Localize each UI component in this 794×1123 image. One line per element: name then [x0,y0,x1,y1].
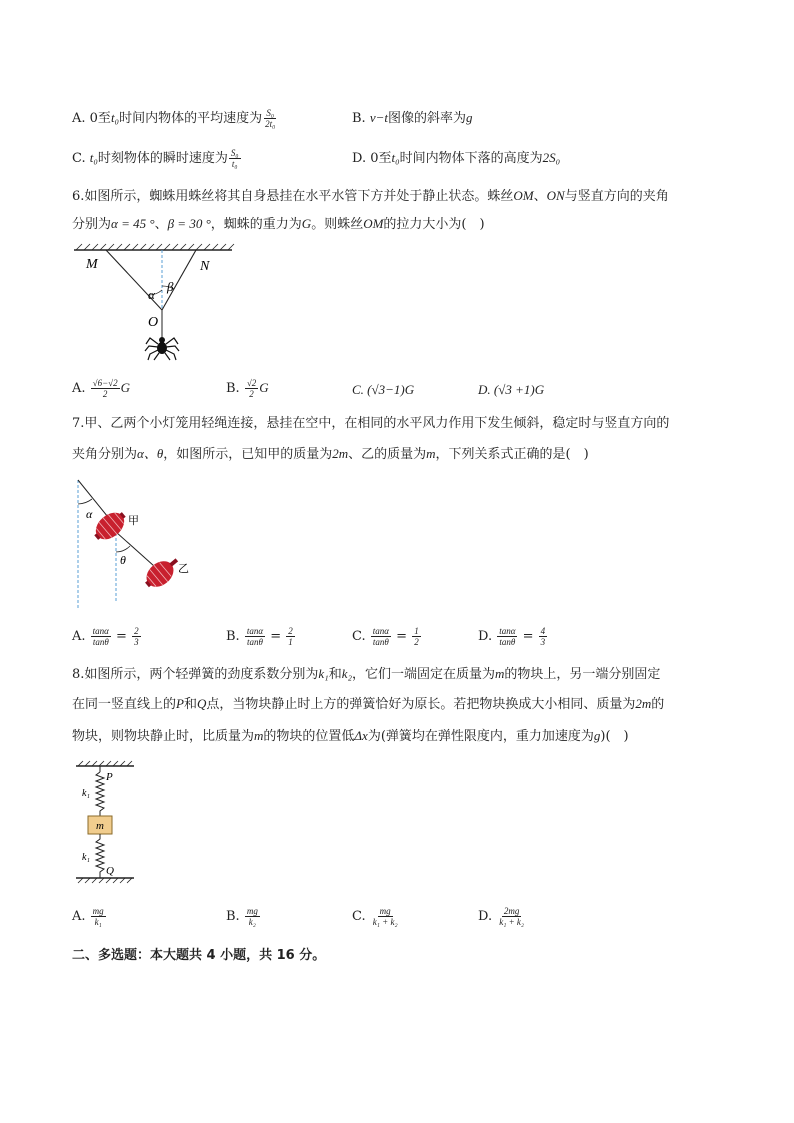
q6-option-a-numerator: √6−√2 [92,378,118,388]
q6-spider-figure [72,240,242,368]
q8-stem-text2: ，它们一端固定在质量为 [352,667,496,682]
q8-option-c-prefix: C. [352,909,366,924]
q6-stem-text3: 分别为 [72,217,112,232]
spider-icon [145,337,179,360]
q7-option-c [352,626,422,647]
q8-option-b-den: k₂ [248,917,256,927]
q8-label-k1-bottom: k₁ [82,852,90,863]
q7-stem-text4: ，下列关系式正确的是( ) [435,447,589,462]
q7-option-b-prefix: B. [226,629,240,644]
q6-pipe-hatch [76,244,234,250]
q7-option-d-lhs-num: tanα [499,626,516,636]
q8-stem-p: P [176,696,184,711]
q8-option-d-den: k₁ + k₂ [499,917,525,927]
q5-option-a-numerator: S₀ [266,108,274,118]
q8-option-d-num: 2mg [503,906,520,916]
q6-option-a-denominator: 2 [102,389,108,399]
q6-option-b-denominator: 2 [249,389,254,399]
q7-option-c-lhs [371,626,391,647]
q8-stem-text9: 为(弹簧均在弹性限度内，重力加速度为 [367,729,594,744]
q7-option-c-rhs [412,626,421,647]
q8-option-b-fraction [245,906,260,927]
q5-option-c-t: t₀ [89,150,98,165]
q8-stem-g: g [593,728,601,743]
q8-option-a-fraction [91,906,106,927]
q8-label-p: P [106,771,113,783]
q8-spring-figure [72,758,142,886]
q8-option-b [226,906,261,927]
q5-option-c [72,148,242,169]
q8-top-spring [96,772,104,816]
q6-stem-text4: ，蜘蛛的重力为 [210,217,302,232]
q7-stem-text2: ，如图所示，已知甲的质量为 [163,447,333,462]
q8-stem-q: Q [196,696,207,711]
q7-stem-text: 夹角分别为 [72,447,138,462]
q7-stem-line1: 7.甲、乙两个小灯笼用轻绳连接，悬挂在空中，在相同的水平风力作用下发生倾斜，稳定时与竖直方向的 [72,416,670,431]
q7-option-d-rhs [539,626,548,647]
q8-label-q: Q [106,865,114,877]
q7-option-d [478,626,548,647]
q7-option-c-equals: = [396,629,408,644]
q8-option-c-fraction [371,906,400,927]
q6-label-n: N [200,259,210,274]
q6-stem-on: ON [546,188,565,203]
q5-option-d [352,148,560,169]
q8-option-c-num: mg [379,906,391,916]
q7-option-d-lhs-den: tanθ [499,637,516,647]
q7-option-d-rhs-num: 4 [540,626,546,636]
q6-stem-g: G [301,216,312,231]
q8-stem-text10: )( ) [600,729,629,744]
q7-label-jia: 甲 [128,514,139,527]
q7-label-theta: θ [120,553,126,567]
q6-stem-om: OM [513,188,534,203]
q5-option-c-prefix: C. [72,151,90,166]
q7-stem-vars: α、θ [137,446,164,461]
q8-label-k1-top: k₁ [82,788,90,799]
q5-option-b-prefix: B. [352,111,370,126]
q7-option-a-lhs-num: tanα [92,626,109,636]
q7-option-a-lhs [91,626,111,647]
q8-stem-text4: 在同一竖直线上的 [72,697,177,712]
q8-stem-and2: 和 [183,697,197,712]
q8-option-a-num: mg [92,906,104,916]
q7-option-b-lhs-den: tanθ [246,637,263,647]
q8-stem-and: 和 [328,667,342,682]
q8-stem-text5: 点，当物块静止时上方的弹簧恰好为原长。若把物块换成大小相同、质量为 [206,697,636,712]
q6-option-a-g: G [120,380,130,395]
q6-stem-om2: OM [363,216,384,231]
q8-label-m: m [96,820,104,832]
q6-stem-text6: 的拉力大小为( ) [383,217,485,232]
q7-option-a [72,626,142,647]
q6-stem-text: 6.如图所示，蜘蛛用蛛丝将其自身悬挂在水平水管下方并处于静止状态。蛛丝 [72,189,514,204]
q6-option-a [72,378,130,399]
q8-stem-line3 [72,726,629,747]
q8-bottom-spring [96,834,104,878]
q7-option-a-equals: = [116,629,127,644]
q6-option-b [226,378,269,399]
q5-option-d-prefix: D. 0至 [352,151,392,166]
q7-option-b-rhs [286,626,295,647]
q8-option-b-prefix: B. [226,909,240,924]
q6-option-b-prefix: B. [226,381,244,396]
q8-stem-text3: 的物块上，另一端分别固定 [504,667,661,682]
q7-option-c-rhs-den: 2 [414,637,419,647]
q6-stem-text2: 与竖直方向的夹角 [564,189,669,204]
q7-option-a-lhs-den: tanθ [92,637,109,647]
q6-option-c [352,380,414,401]
q5-option-c-fraction [229,148,241,169]
q7-option-a-rhs-num: 2 [134,626,139,636]
q7-option-d-lhs [497,626,517,647]
q8-stem-text8: 的物块的位置低 [263,729,355,744]
q6-label-alpha: α [148,287,155,302]
q7-option-b [226,626,296,647]
q7-option-a-prefix: A. [72,629,86,644]
q8-option-b-num: mg [246,906,258,916]
q5-option-b [352,108,473,129]
q7-stem-m2: 2m [332,446,349,461]
q5-option-c-denominator: t₀ [231,159,238,169]
q8-stem-text: 8.如图所示，两个轻弹簧的劲度系数分别为 [72,667,319,682]
q8-option-c-den: k₁ + k₂ [372,917,398,927]
q5-option-a [72,108,278,129]
q7-stem-text3: 、乙的质量为 [348,447,427,462]
q8-option-d-prefix: D. [478,909,493,924]
q8-stem-line1 [72,664,660,685]
q7-option-b-rhs-den: 1 [288,637,293,647]
q7-option-a-rhs [132,626,141,647]
q5-option-d-value: 2S₀ [542,150,561,165]
q8-option-a-prefix: A. [72,909,86,924]
q5-option-a-denominator: 2t₀ [265,119,276,129]
q7-option-d-equals: = [522,629,534,644]
q7-label-yi: 乙 [178,562,189,575]
q6-option-b-numerator: √2 [246,378,257,388]
q6-stem-text5: 。则蛛丝 [311,217,364,232]
q6-option-a-prefix: A. [72,381,90,396]
q6-stem-line2 [72,214,485,235]
q7-option-b-rhs-num: 2 [288,626,293,636]
q7-option-c-prefix: C. [352,629,366,644]
q8-stem-m3: m [254,728,264,743]
q5-option-a-prefix: A. 0至 [72,111,111,126]
q5-option-b-text: 图像的斜率为 [387,111,466,126]
q6-option-a-fraction [91,378,120,399]
q7-option-b-lhs-num: tanα [246,626,264,636]
q6-label-beta: β [167,279,174,294]
q7-lantern-figure [72,478,202,610]
q5-option-a-fraction [263,108,277,129]
q8-stem-m: m [495,666,505,681]
q7-alpha-arc [78,499,92,504]
q7-option-c-lhs-num: tanα [372,626,389,636]
q5-option-d-t: t₀ [391,150,400,165]
q5-option-d-text: 时间内物体下落的高度为 [399,151,543,166]
q6-option-b-g: G [259,380,269,395]
q7-label-alpha: α [86,507,93,521]
q6-label-o: O [148,315,159,330]
q8-option-a-den: k₁ [94,917,102,927]
q8-stem-k1: k₁ [318,666,329,681]
q7-option-d-rhs-den: 3 [540,637,546,647]
q6-stem-sep: 、 [533,189,547,204]
q8-stem-text7: 物块，则物块静止时，比质量为 [72,729,255,744]
q6-option-c-text: C. (√3−1)G [352,382,415,397]
q5-option-a-text: 时间内物体的平均速度为 [119,111,263,126]
q7-option-a-rhs-den: 3 [134,637,139,647]
q5-option-a-t: t₀ [110,110,120,125]
q7-stem-m: m [426,446,436,461]
q6-option-b-fraction [245,378,258,399]
q6-stem-alpha: α = 45 ° [111,216,155,231]
q6-label-m: M [86,257,98,272]
q7-theta-arc [116,546,130,552]
q6-option-d-text: D. (√3 +1)G [478,382,545,397]
q8-option-c [352,906,401,927]
q8-option-d [478,906,527,927]
q8-option-d-fraction [497,906,526,927]
q8-option-a [72,906,107,927]
q5-option-b-g: g [466,110,473,125]
section-heading-multi-choice: 二、多选题：本大题共 4 小题，共 16 分。 [72,948,326,963]
q7-option-b-equals: = [270,629,282,644]
q8-stem-text6: 的 [651,697,665,712]
q5-option-c-numerator: S₀ [230,148,239,158]
q5-option-c-text: 时刻物体的瞬时速度为 [97,151,228,166]
q8-stem-dx: Δx [354,728,368,743]
q5-option-b-expr: v−t [369,110,388,125]
q8-stem-m2: 2m [635,696,652,711]
q6-option-d [478,380,544,401]
q6-stem-line1 [72,186,669,207]
q7-option-c-rhs-num: 1 [414,626,419,636]
q8-stem-k2: k₂ [341,666,353,681]
q7-option-b-lhs [245,626,265,647]
q7-option-c-lhs-den: tanθ [372,637,389,647]
q8-stem-line2 [72,694,664,715]
q7-option-d-prefix: D. [478,629,493,644]
q7-stem-line2 [72,444,589,465]
q6-stem-beta: β = 30 ° [167,216,211,231]
q6-stem-sep2: 、 [154,217,168,232]
